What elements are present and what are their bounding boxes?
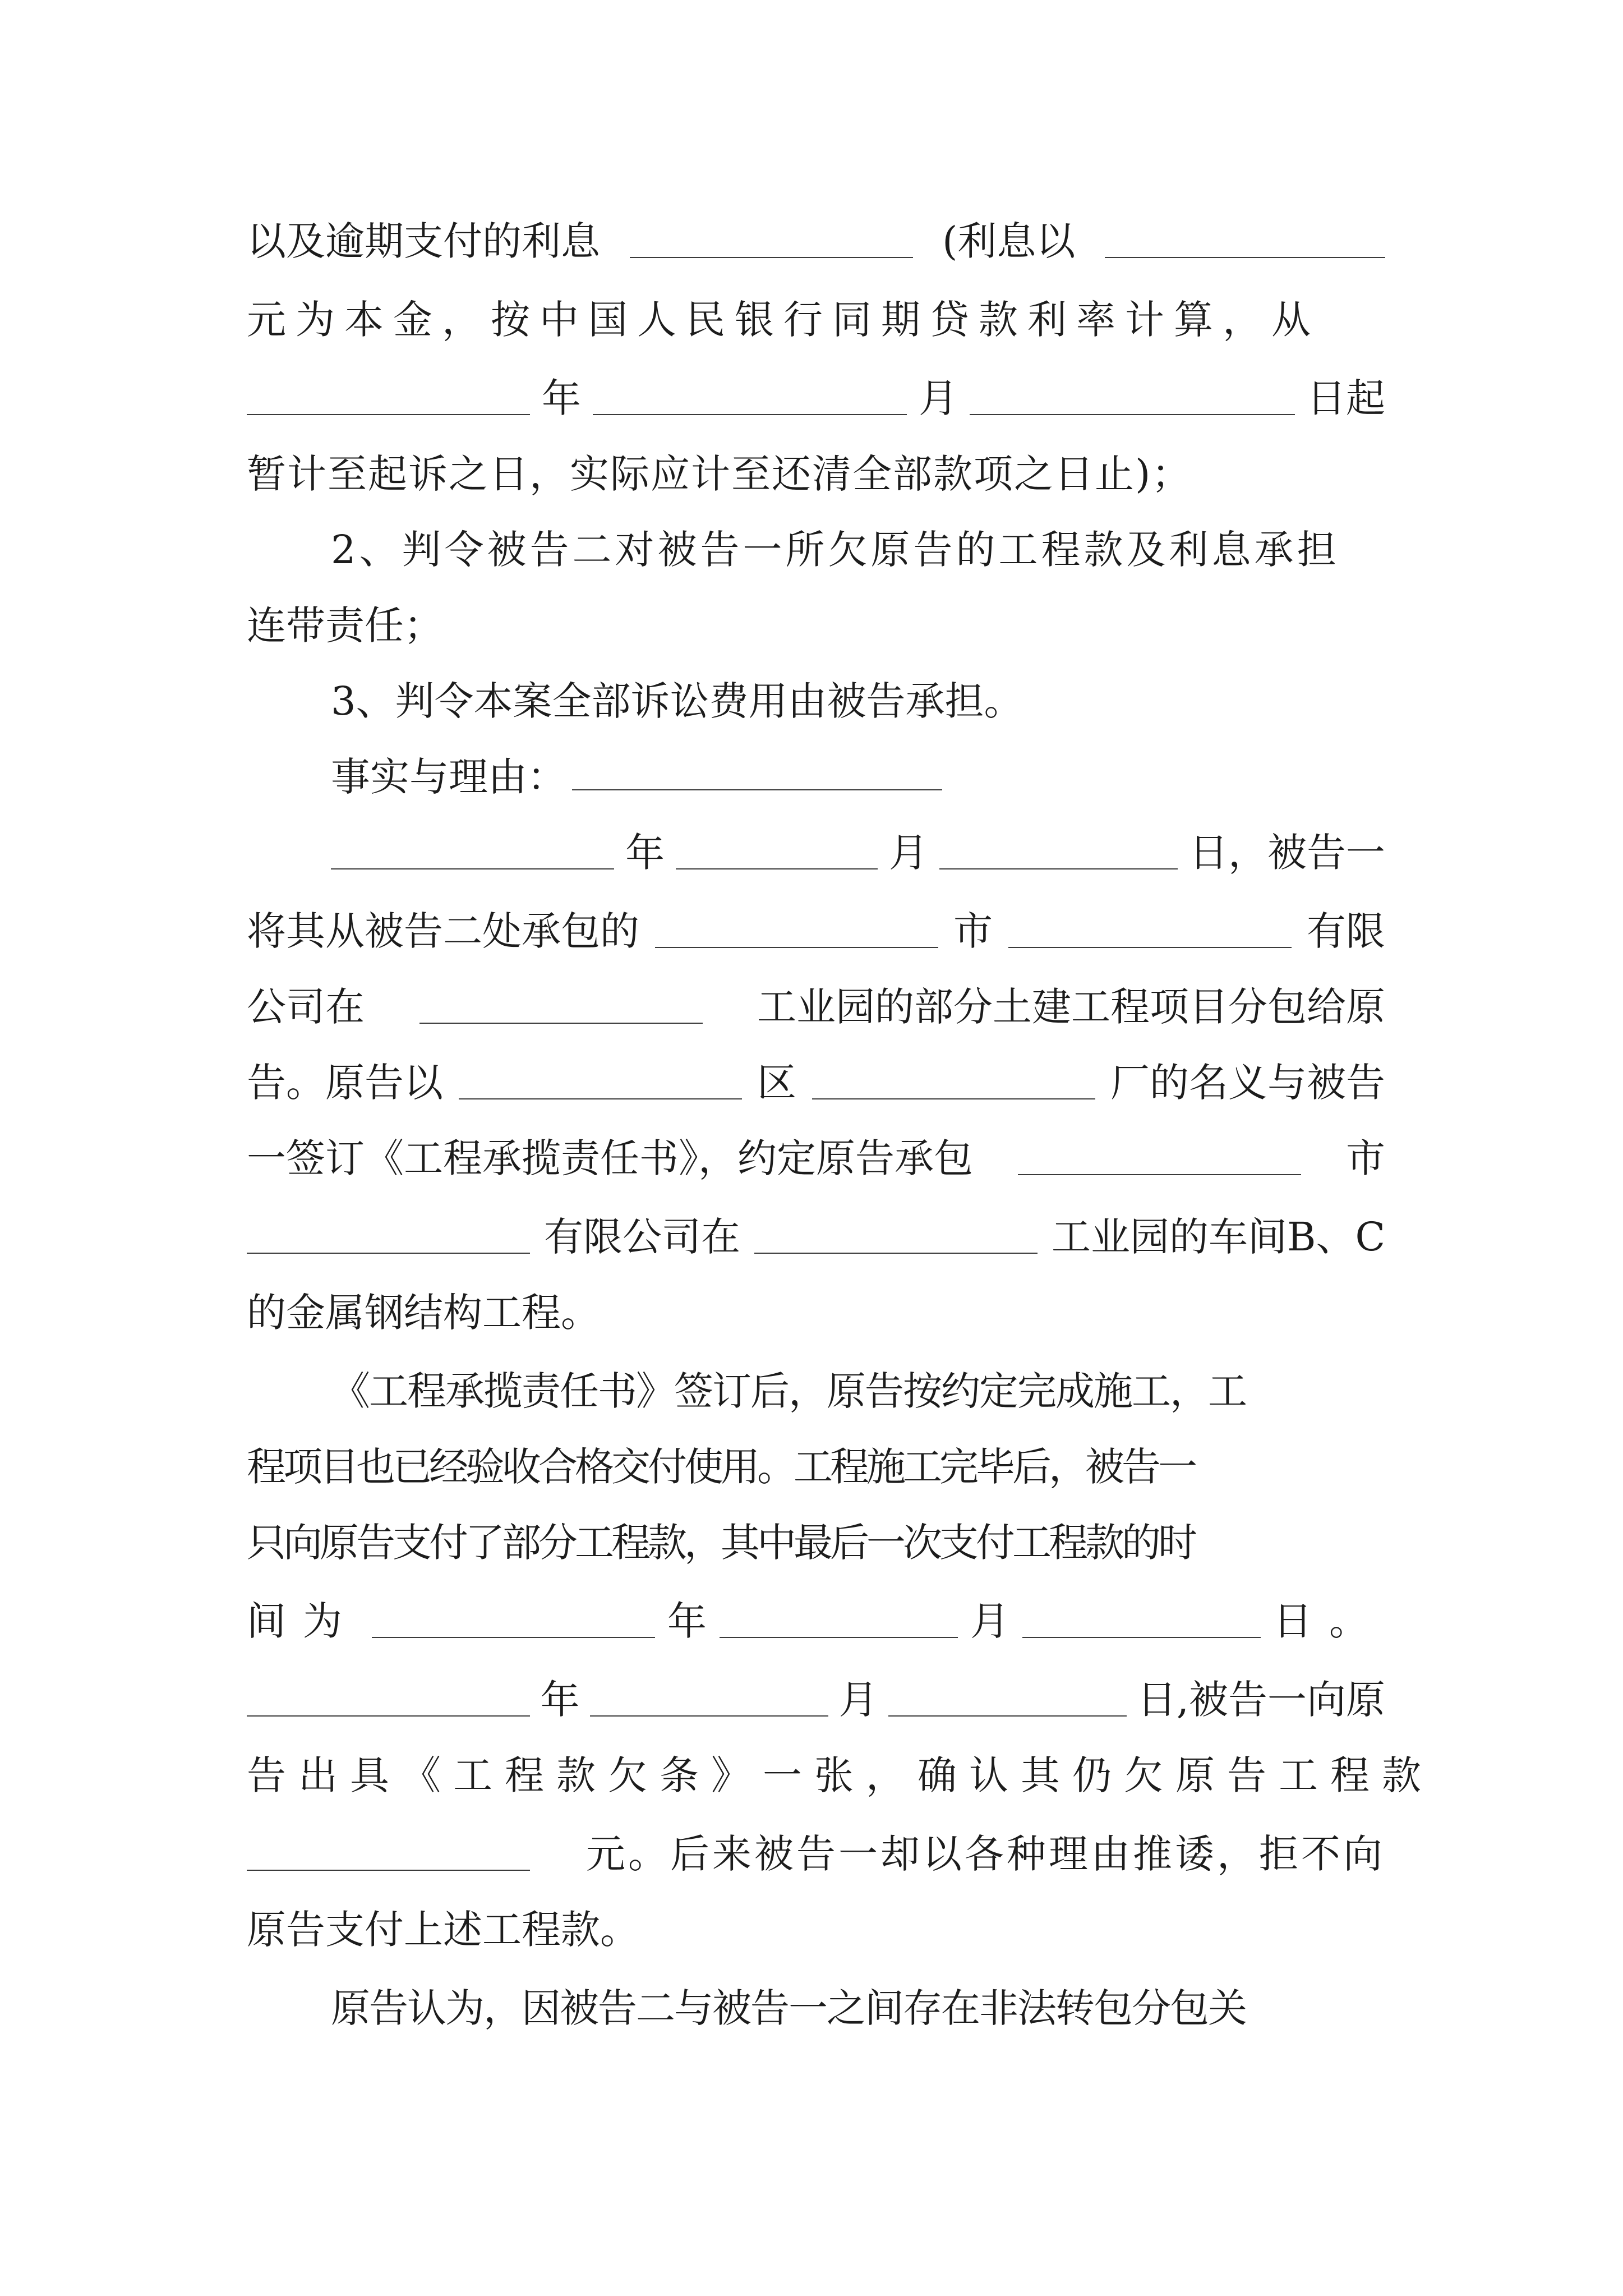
text-run: 有限: [1307, 908, 1385, 954]
fill-in-blank: [247, 1870, 530, 1871]
fill-in-blank: [590, 1715, 828, 1717]
fill-in-blank: [247, 1715, 530, 1717]
text-line: [247, 1209, 1385, 1265]
fill-in-blank: [593, 414, 907, 415]
fill-in-blank: [372, 1637, 655, 1638]
text-line: 3、判令本案全部诉讼费用由被告承担。: [331, 678, 1023, 724]
fill-in-blank: [247, 414, 530, 415]
text-line: [247, 979, 1385, 1035]
text-run: 厂的名义与被告: [1110, 1060, 1385, 1106]
fill-in-blank: [630, 257, 913, 258]
fill-in-blank: [720, 1637, 958, 1638]
text-line: 元为本金，按中国人民银行同期贷款利率计算，从: [247, 297, 1320, 343]
text-run: 一签订《工程承揽责任书》，约定原告承包: [247, 1135, 973, 1181]
text-line: [247, 1593, 1385, 1649]
fill-in-blank: [754, 1253, 1038, 1254]
text-line: [247, 903, 1385, 959]
text-run: 月: [838, 1677, 878, 1723]
text-run: 年: [540, 1677, 580, 1723]
fill-in-blank: [1022, 1637, 1261, 1638]
fill-in-blank: [331, 868, 614, 869]
text-line: 《工程承揽责任书》签订后，原告按约定完成施工，工: [331, 1368, 1246, 1414]
fill-in-blank: [655, 947, 938, 948]
text-run: 月: [970, 1598, 1009, 1644]
text-run: 日，被告一: [1189, 830, 1385, 876]
text-line: 的金属钢结构工程。: [247, 1290, 600, 1336]
fill-in-blank: [459, 1098, 742, 1099]
text-line: [247, 825, 1385, 881]
text-run: 有限公司在: [544, 1214, 740, 1260]
text-run: 日起: [1307, 375, 1385, 421]
text-run: (利息以: [942, 218, 1076, 264]
text-line: [247, 213, 1385, 269]
text-run: 以及逾期支付的利息: [247, 218, 600, 264]
fill-in-blank: [676, 868, 878, 869]
text-run: 公司在: [247, 984, 365, 1030]
fill-in-blank: [419, 1023, 703, 1024]
text-line: [247, 370, 1385, 426]
text-run: 月: [919, 375, 958, 421]
text-run: 月: [889, 830, 928, 876]
fill-in-blank: [572, 751, 942, 790]
text-line: 告出具《工程款欠条》一张，确认其仍欠原告工程款: [247, 1752, 1433, 1798]
fill-in-blank: [247, 1253, 530, 1254]
text-run: 工业园的车间B、C: [1052, 1214, 1385, 1260]
text-run: 间为: [247, 1598, 359, 1644]
text-line: [247, 1055, 1385, 1111]
text-line: [247, 1826, 1385, 1882]
text-run: 事实与理由：: [331, 754, 566, 800]
text-line: 原告支付上述工程款。: [247, 1907, 639, 1953]
fill-in-blank: [888, 1715, 1127, 1717]
text-run: 年: [542, 375, 581, 421]
fill-in-blank: [1105, 257, 1385, 258]
text-line: 程项目也已经验收合格交付使用。工程施工完毕后，被告一: [247, 1444, 1195, 1490]
text-run: 年: [667, 1598, 707, 1644]
fill-in-blank: [939, 868, 1178, 869]
text-run: 年: [625, 830, 665, 876]
text-run: 将其从被告二处承包的: [247, 908, 639, 954]
text-line: 只向原告支付了部分工程款，其中最后一次支付工程款的时: [247, 1520, 1195, 1566]
fill-in-blank: [1018, 1174, 1301, 1175]
text-line: [247, 749, 1385, 805]
text-line: 2、判令被告二对被告一所欠原告的工程款及利息承担: [331, 527, 1340, 573]
text-line: 连带责任；: [247, 602, 443, 648]
text-run: 工业园的部分土建工程项目分包给原: [757, 984, 1385, 1030]
text-line: [247, 1130, 1385, 1186]
text-line: 原告认为，因被告二与被告一之间存在非法转包分包关: [331, 1985, 1246, 2031]
fill-in-blank: [1008, 947, 1292, 948]
text-run: 元。后来被告一却以各种理由推诿，拒不向: [586, 1831, 1385, 1877]
text-run: 告。原告以: [247, 1060, 443, 1106]
text-run: 日。: [1273, 1598, 1385, 1644]
text-run: 市: [1346, 1135, 1385, 1181]
text-run: 市: [953, 908, 993, 954]
fill-in-blank: [812, 1098, 1095, 1099]
text-line: 暂计至起诉之日，实际应计至还清全部款项之日止)；: [247, 451, 1192, 497]
text-line: [247, 1672, 1385, 1728]
fill-in-blank: [970, 414, 1295, 415]
text-run: 日,被告一向原: [1137, 1677, 1385, 1723]
text-run: 区: [757, 1060, 796, 1106]
